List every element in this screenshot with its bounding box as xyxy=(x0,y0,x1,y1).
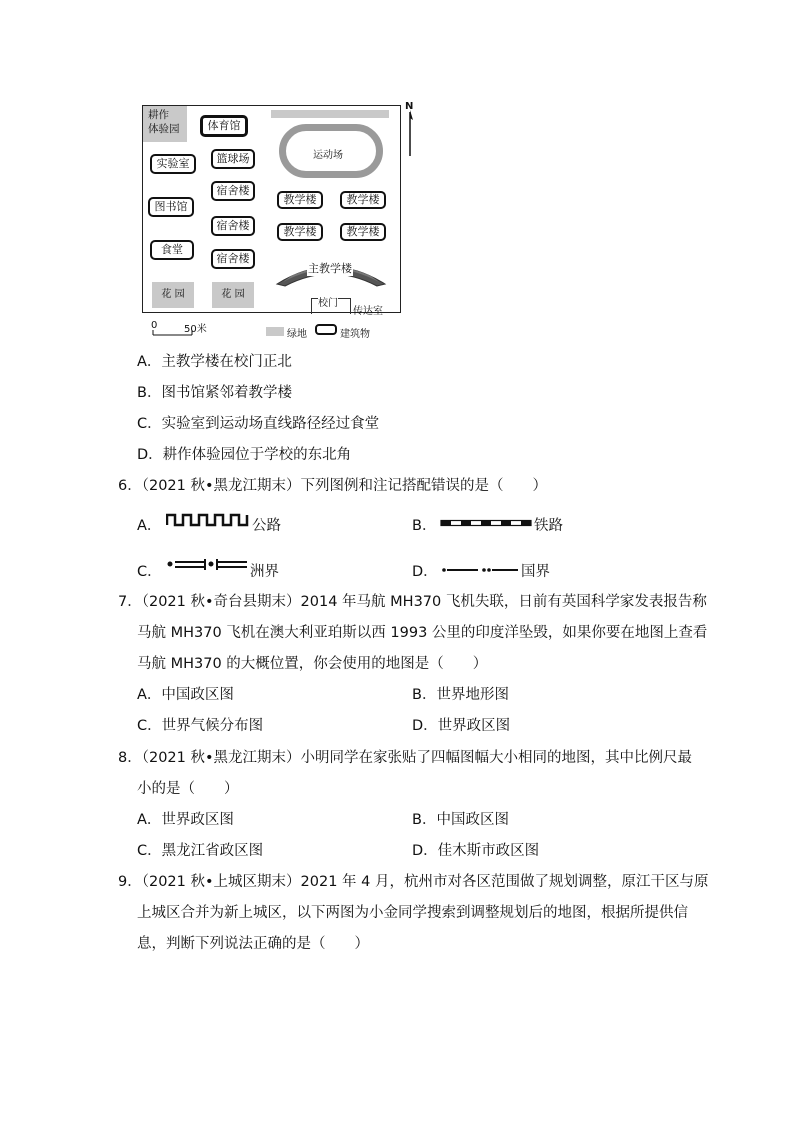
q8-stem-line-1: 8．（2021 秋•黑龙江期末）小明同学在家张贴了四幅图幅大小相同的地图，其中比例尺最 xyxy=(118,750,693,766)
canteen-building: 食堂 xyxy=(150,240,194,260)
q6-option-d-label: D． xyxy=(412,564,438,580)
q7-stem-line-1: 7．（2021 秋•奇台县期末）2014 年马航 MH370 飞机失联，日前有英国科学家发表报告称 xyxy=(118,594,707,610)
q6-option-b-label: B． xyxy=(412,518,437,534)
main-teaching-building-label: 主教学楼 xyxy=(308,262,352,275)
q6-stem: 6．（2021 秋•黑龙江期末）下列图例和注记搭配错误的是（ ） xyxy=(118,478,548,494)
farm-garden-area: 耕作 体验园 xyxy=(143,106,187,142)
q6-option-a-label: A． xyxy=(137,518,162,534)
continent-boundary-symbol-icon xyxy=(165,556,249,574)
reception-label: 传达室 xyxy=(353,306,383,317)
q6-option-a-text: 公路 xyxy=(252,518,281,534)
map-frame xyxy=(142,105,401,317)
library-building: 图书馆 xyxy=(148,197,194,217)
north-arrow-icon xyxy=(406,110,414,156)
north-label: N xyxy=(405,101,414,112)
teaching-building-3: 教学楼 xyxy=(277,223,323,241)
q8-option-d: D．佳木斯市政区图 xyxy=(412,843,540,859)
q9-stem-line-1: 9．（2021 秋•上城区期末）2021 年 4 月，杭州市对各区范围做了规划调整，原江干区与原 xyxy=(118,874,709,890)
scale-zero: 0 xyxy=(151,320,158,331)
garden-area-1: 花 园 xyxy=(152,282,194,308)
q9-stem-line-2: 上城区合并为新上城区，以下两图为小金同学搜索到调整规划后的地图，根据所提供信 xyxy=(137,905,688,921)
q5-option-a: A．主教学楼在校门正北 xyxy=(137,354,292,370)
teaching-building-1: 教学楼 xyxy=(277,191,323,209)
scale-bar xyxy=(150,330,198,336)
highway-symbol-icon xyxy=(166,512,250,528)
teaching-building-2: 教学楼 xyxy=(340,191,386,209)
q7-stem-line-3: 马航 MH370 的大概位置，你会使用的地图是（ ） xyxy=(137,656,488,672)
q7-option-c: C．世界气候分布图 xyxy=(137,718,264,734)
q6-option-c-label: C． xyxy=(137,564,162,580)
stadium-label: 运动场 xyxy=(313,150,343,161)
national-boundary-symbol-icon xyxy=(440,565,520,575)
q5-option-c: C．实验室到运动场直线路径经过食堂 xyxy=(137,416,380,432)
q6-option-b-text: 铁路 xyxy=(534,518,563,534)
q7-option-d: D．世界政区图 xyxy=(412,718,511,734)
railway-symbol-icon xyxy=(440,519,532,527)
q8-option-a: A．世界政区图 xyxy=(137,812,234,828)
q9-stem-line-3: 息，判断下列说法正确的是（ ） xyxy=(137,936,369,952)
dorm-building-3: 宿舍楼 xyxy=(211,249,255,269)
q7-option-b: B．世界地形图 xyxy=(412,687,509,703)
q5-option-d: D．耕作体验园位于学校的东北角 xyxy=(137,447,352,463)
basketball-court: 篮球场 xyxy=(211,149,255,169)
legend-green-swatch xyxy=(266,327,284,336)
teaching-building-4: 教学楼 xyxy=(340,223,386,241)
garden-area-2: 花 园 xyxy=(212,282,254,308)
q6-option-d-text: 国界 xyxy=(521,564,550,580)
lab-building: 实验室 xyxy=(150,154,196,174)
q8-option-b: B．中国政区图 xyxy=(412,812,509,828)
q8-option-c: C．黑龙江省政区图 xyxy=(137,843,264,859)
legend-building-swatch xyxy=(315,324,337,335)
gym-building: 体育馆 xyxy=(200,115,248,137)
dorm-building-2: 宿舍楼 xyxy=(211,216,255,236)
scale-length: 50米 xyxy=(184,324,207,335)
q8-stem-line-2: 小的是（ ） xyxy=(137,781,239,797)
dorm-building-1: 宿舍楼 xyxy=(211,181,255,201)
q5-option-b: B．图书馆紧邻着教学楼 xyxy=(137,385,292,401)
q7-stem-line-2: 马航 MH370 飞机在澳大利亚珀斯以西 1993 公里的印度洋坠毁，如果你要在地图上查看 xyxy=(137,625,708,641)
legend-green-label: 绿地 xyxy=(287,329,307,340)
legend-building-label: 建筑物 xyxy=(340,329,370,340)
q6-option-c-text: 洲界 xyxy=(250,564,279,580)
gate-label: 校门 xyxy=(318,294,338,309)
q7-option-a: A．中国政区图 xyxy=(137,687,234,703)
green-strip xyxy=(271,110,389,118)
